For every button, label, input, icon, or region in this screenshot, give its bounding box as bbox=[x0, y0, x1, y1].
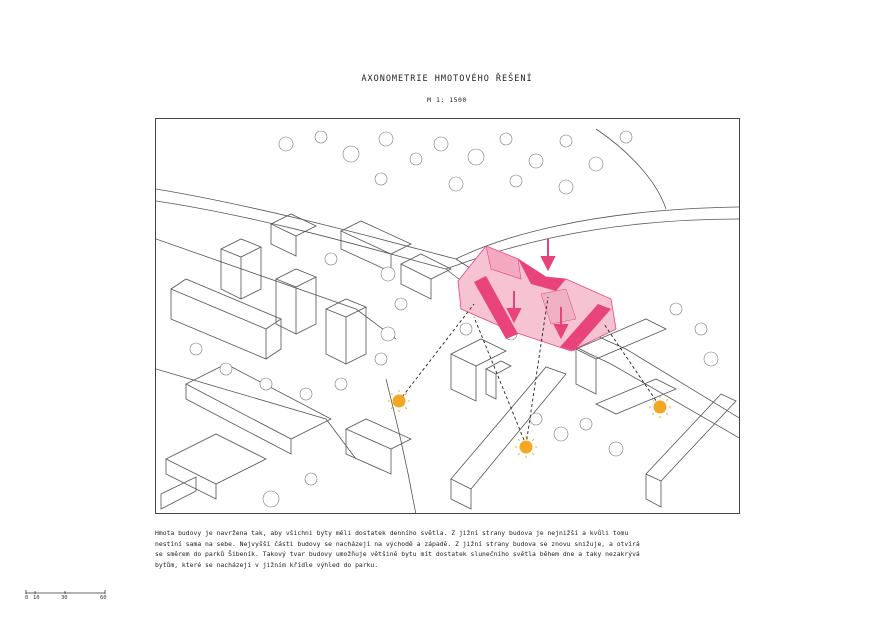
tree-icon bbox=[335, 378, 347, 390]
tree-icon bbox=[375, 353, 387, 365]
tree-icon bbox=[460, 323, 472, 335]
scale-tick-label: 10 bbox=[33, 595, 40, 601]
building-w1 bbox=[171, 289, 266, 359]
axonometric-svg bbox=[156, 119, 740, 514]
building-tower-1 bbox=[221, 239, 261, 257]
road-north bbox=[596, 129, 666, 209]
tree-icon bbox=[190, 343, 202, 355]
description-line: bytům, které se nacházejí v jižním křídle výhled do parku. bbox=[155, 560, 379, 569]
building-c2 bbox=[486, 361, 511, 374]
tree-icon bbox=[500, 133, 512, 145]
suns bbox=[388, 390, 671, 458]
scale-tick-label: 60 bbox=[100, 595, 107, 601]
building-sw1 bbox=[186, 364, 331, 439]
building-n2 bbox=[341, 221, 411, 254]
tree-icon bbox=[381, 267, 395, 281]
tree-icon bbox=[559, 180, 573, 194]
description-line: nestíní sama na sebe. Nejvyšší části budovy se nacházejí na východě a západě. Z jižní strany budova se znovu snižuje, a otvírá bbox=[155, 539, 640, 548]
building-c1 bbox=[451, 339, 506, 366]
building-tower-3 bbox=[326, 299, 366, 317]
tree-icon bbox=[510, 175, 522, 187]
building-sw3 bbox=[161, 477, 196, 509]
site-context bbox=[156, 129, 740, 514]
tree-icon bbox=[279, 137, 293, 151]
road-main bbox=[156, 189, 740, 259]
tree-icon bbox=[529, 154, 543, 168]
tree-icon bbox=[620, 131, 632, 143]
building-tower-2 bbox=[276, 269, 316, 287]
building-sw2 bbox=[166, 434, 266, 484]
description-line: Hmota budovy je navržena tak, aby všichni byty měli dostatek denního světla. Z jižní strany budova je nejnižší a kvůli tomu bbox=[155, 529, 629, 537]
building-s-long bbox=[451, 367, 566, 489]
tree-icon bbox=[580, 418, 592, 430]
tree-icon bbox=[434, 137, 448, 151]
tree-icon bbox=[395, 298, 407, 310]
tree-icon bbox=[449, 177, 463, 191]
tree-icon bbox=[704, 352, 718, 366]
building-n3 bbox=[401, 254, 451, 279]
tree-icon bbox=[589, 157, 603, 171]
tree-icon bbox=[670, 303, 682, 315]
scale-tick-label: 30 bbox=[61, 595, 68, 601]
tree-icon bbox=[300, 388, 312, 400]
description-line: se směrem do parků Šibeník. Takový tvar budovy umožňuje většině bytu mít dostatek slunečního světla během dne a taky nezakrývá bbox=[155, 550, 640, 558]
tree-icon bbox=[468, 149, 484, 165]
tree-icon bbox=[530, 413, 542, 425]
tree-icon bbox=[315, 131, 327, 143]
tree-icon bbox=[554, 427, 568, 441]
tree-icon bbox=[379, 132, 393, 146]
road-south-west bbox=[156, 369, 356, 459]
drawing-scale: M 1: 1500 bbox=[427, 96, 467, 104]
graphic-scale-bar bbox=[25, 588, 115, 614]
tree-icon bbox=[410, 153, 422, 165]
tree-icon bbox=[375, 173, 387, 185]
tree-icon bbox=[220, 363, 232, 375]
sun-icon bbox=[515, 436, 537, 458]
axonometric-drawing bbox=[155, 118, 740, 514]
wind-arrow-icon bbox=[542, 239, 554, 269]
sun-icon bbox=[649, 396, 671, 418]
tree-icon bbox=[260, 378, 272, 390]
scale-tick-label: 0 bbox=[25, 595, 29, 601]
tree-icon bbox=[609, 442, 623, 456]
tree-icon bbox=[381, 327, 395, 341]
tree-icon bbox=[560, 135, 572, 147]
tree-icon bbox=[695, 323, 707, 335]
tree-icon bbox=[305, 473, 317, 485]
trees bbox=[190, 131, 718, 507]
tree-icon bbox=[325, 253, 337, 265]
description-text bbox=[155, 528, 745, 570]
tree-icon bbox=[343, 146, 359, 162]
diagram-title: AXONOMETRIE HMOTOVÉHO ŘEŠENÍ bbox=[361, 74, 533, 84]
tree-icon bbox=[263, 491, 279, 507]
